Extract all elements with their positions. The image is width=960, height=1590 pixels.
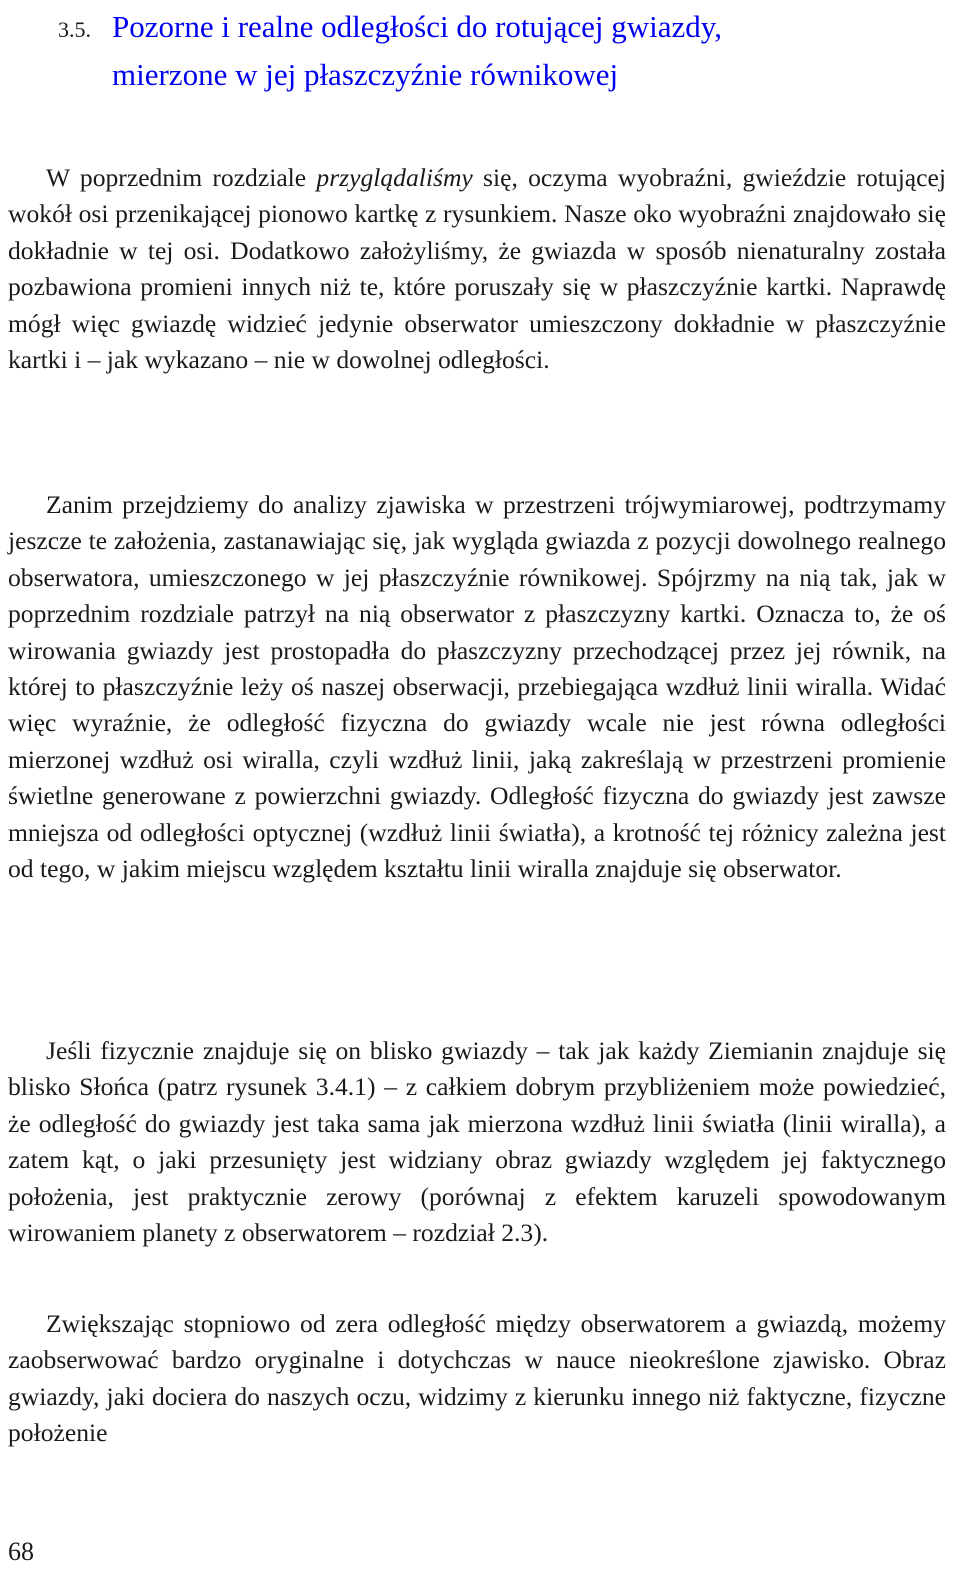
page-number: 68 <box>8 1537 34 1566</box>
paragraph-3: Jeśli fizycznie znajduje się on blisko gwiazdy – tak jak każdy Ziemianin znajduje się blisko Słońca (patrz rysunek 3.4.1) – z całkiem dobrym przybliżeniem może powiedzieć, że odległość do gwiazdy jest taka sama jak mierzona wzdłuż linii światła (linii wiralla), a zatem kąt, o jaki przesunięty jest widziany obraz gwiazdy względem jej faktycznego położenia, jest praktycznie zerowy (porównaj z efektem karuzeli spowodowanym wirowaniem planety z obserwatorem – rozdział 2.3). <box>8 1036 946 1248</box>
section-heading <box>58 4 938 97</box>
paragraph-1-start: W poprzednim rozdziale <box>46 163 317 192</box>
paragraph-1-emphasis: przyglądaliśmy <box>316 163 473 192</box>
section-title-line-1: Pozorne i realne odległości do rotującej gwiazdy, <box>112 9 723 44</box>
section-title-line-2: mierzone w jej płaszczyźnie równikowej <box>112 57 619 92</box>
paragraph-1-rest: się, oczyma wyobraźni, gwieździe rotującej wokół osi przenikającej pionowo kartkę z rysunkiem. Nasze oko wyobraźni znajdowało się dokładnie w tej osi. Dodatkowo założyliśmy, że gwiazda w sposób nienaturalny została pozbawiona promieni innych niż te, które poruszały się w płaszczyźnie kartki. Naprawdę mógł więc gwiazdę widzieć jedynie obserwator umieszczony dokładnie w płaszczyźnie kartki i – jak wykazano – nie w dowolnej odległości. <box>8 163 946 375</box>
paragraph-4: Zwiększając stopniowo od zera odległość między obserwatorem a gwiazdą, możemy zaobserwować bardzo oryginalne i dotychczas w nauce nieokreślone zjawisko. Obraz gwiazdy, jaki dociera do naszych oczu, widzimy z kierunku innego niż faktyczne, fizyczne położenie <box>8 1309 946 1448</box>
paragraph-1 <box>8 160 946 378</box>
section-number: 3.5. <box>58 17 91 42</box>
paragraph-2: Zanim przejdziemy do analizy zjawiska w przestrzeni trójwymiarowej, podtrzymamy jeszcze te założenia, zastanawiając się, jak wygląda gwiazda z pozycji dowolnego realnego obserwatora, umieszczonego w jej płaszczyźnie równikowej. Spójrzmy na nią tak, jak w poprzednim rozdziale patrzył na nią obserwator z płaszczyzny kartki. Oznacza to, że oś wirowania gwiazdy jest prostopadła do płaszczyzny przechodzącej przez jej równik, na której to płaszczyźnie leży oś naszej obserwacji, przebiegająca wzdłuż linii wiralla. Widać więc wyraźnie, że odległość fizyczna do gwiazdy wcale nie jest równa odległości mierzonej wzdłuż osi wiralla, czyli wzdłuż linii, jaką zakreślają w przestrzeni promienie świetlne generowane z powierzchni gwiazdy. Odległość fizyczna do gwiazdy jest zawsze mniejsza od odległości optycznej (wzdłuż linii światła), a krotność tej różnicy zależna jest od tego, w jakim miejscu względem kształtu linii wiralla znajduje się obserwator. <box>8 490 946 884</box>
